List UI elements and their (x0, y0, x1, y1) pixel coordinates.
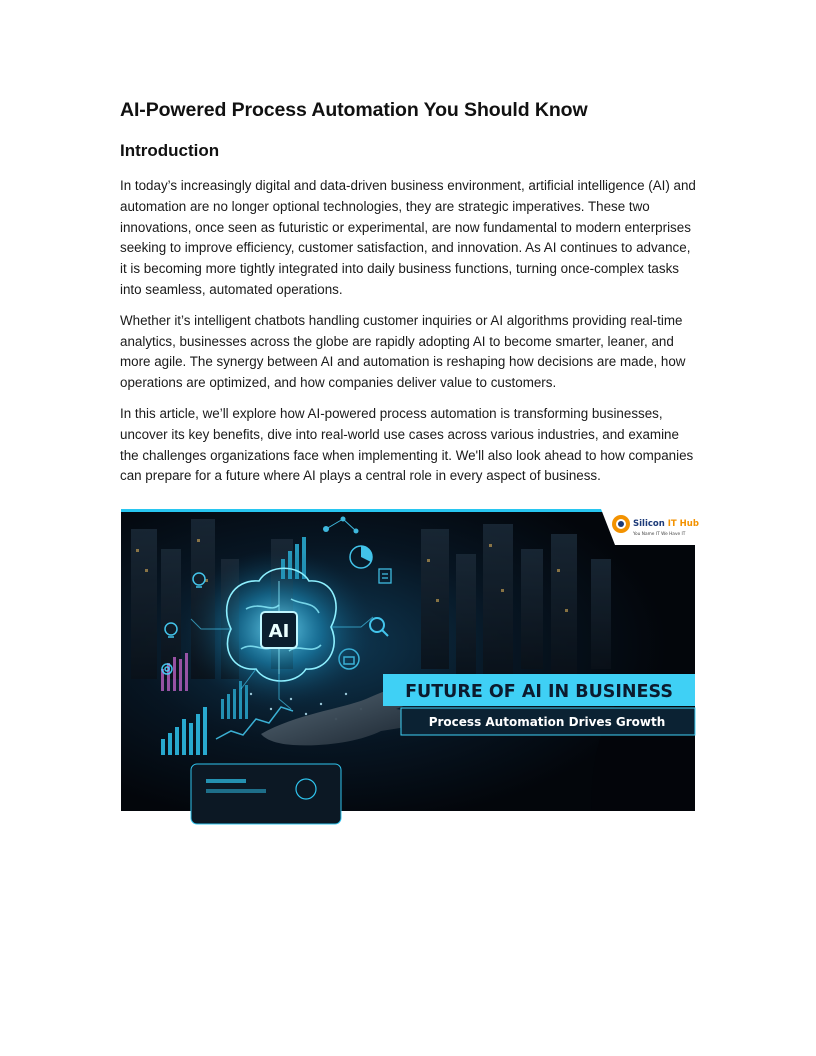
svg-text:You Name IT We Have IT: You Name IT We Have IT (633, 532, 686, 537)
silicon-it-hub-logo (601, 509, 699, 545)
banner-headline: FUTURE OF AI IN BUSINESS (405, 682, 673, 702)
svg-text:AI: AI (268, 621, 290, 642)
article-title: AI-Powered Process Automation You Should Know (120, 99, 588, 121)
svg-text:Silicon IT Hub: Silicon IT Hub (633, 519, 699, 529)
ai-chip (261, 612, 297, 648)
tablet-device (191, 764, 341, 824)
banner-image (121, 509, 699, 811)
document-page (120, 96, 696, 487)
banner-illustration (121, 509, 699, 811)
intro-paragraph-1: In today’s increasingly digital and data-driven business environment, artificial intelligence (AI) and automation are no longer optional technologies, they are strategic imperatives. These two innovations, once seen as futuristic or experimental, are now fundamental to modern enterprises seeking to improve efficiency, customer satisfaction, and innovation. As AI continues to advance, it is becoming more tightly integrated into daily business functions, turning once-complex tasks into seamless, automated operations. (120, 178, 696, 297)
intro-paragraph-2: Whether it’s intelligent chatbots handling customer inquiries or AI algorithms providing real-time analytics, businesses across the globe are rapidly adopting AI to become smarter, leaner, and more agile. The synergy between AI and automation is reshaping how decisions are made, how operations are optimized, and how companies deliver value to customers. (120, 312, 686, 391)
section-heading: Introduction (120, 141, 220, 160)
subheadline-banner (401, 708, 695, 735)
intro-paragraph-3: In this article, we’ll explore how AI-powered process automation is transforming businesses, uncover its key benefits, dive into real-world use cases across various industries, and examine the challenges organizations face when implementing it. We'll also look ahead to how companies can prepare for a future where AI plays a central role in every aspect of business. (120, 405, 694, 484)
banner-subheadline: Process Automation Drives Growth (428, 715, 666, 729)
headline-banner (383, 674, 695, 706)
